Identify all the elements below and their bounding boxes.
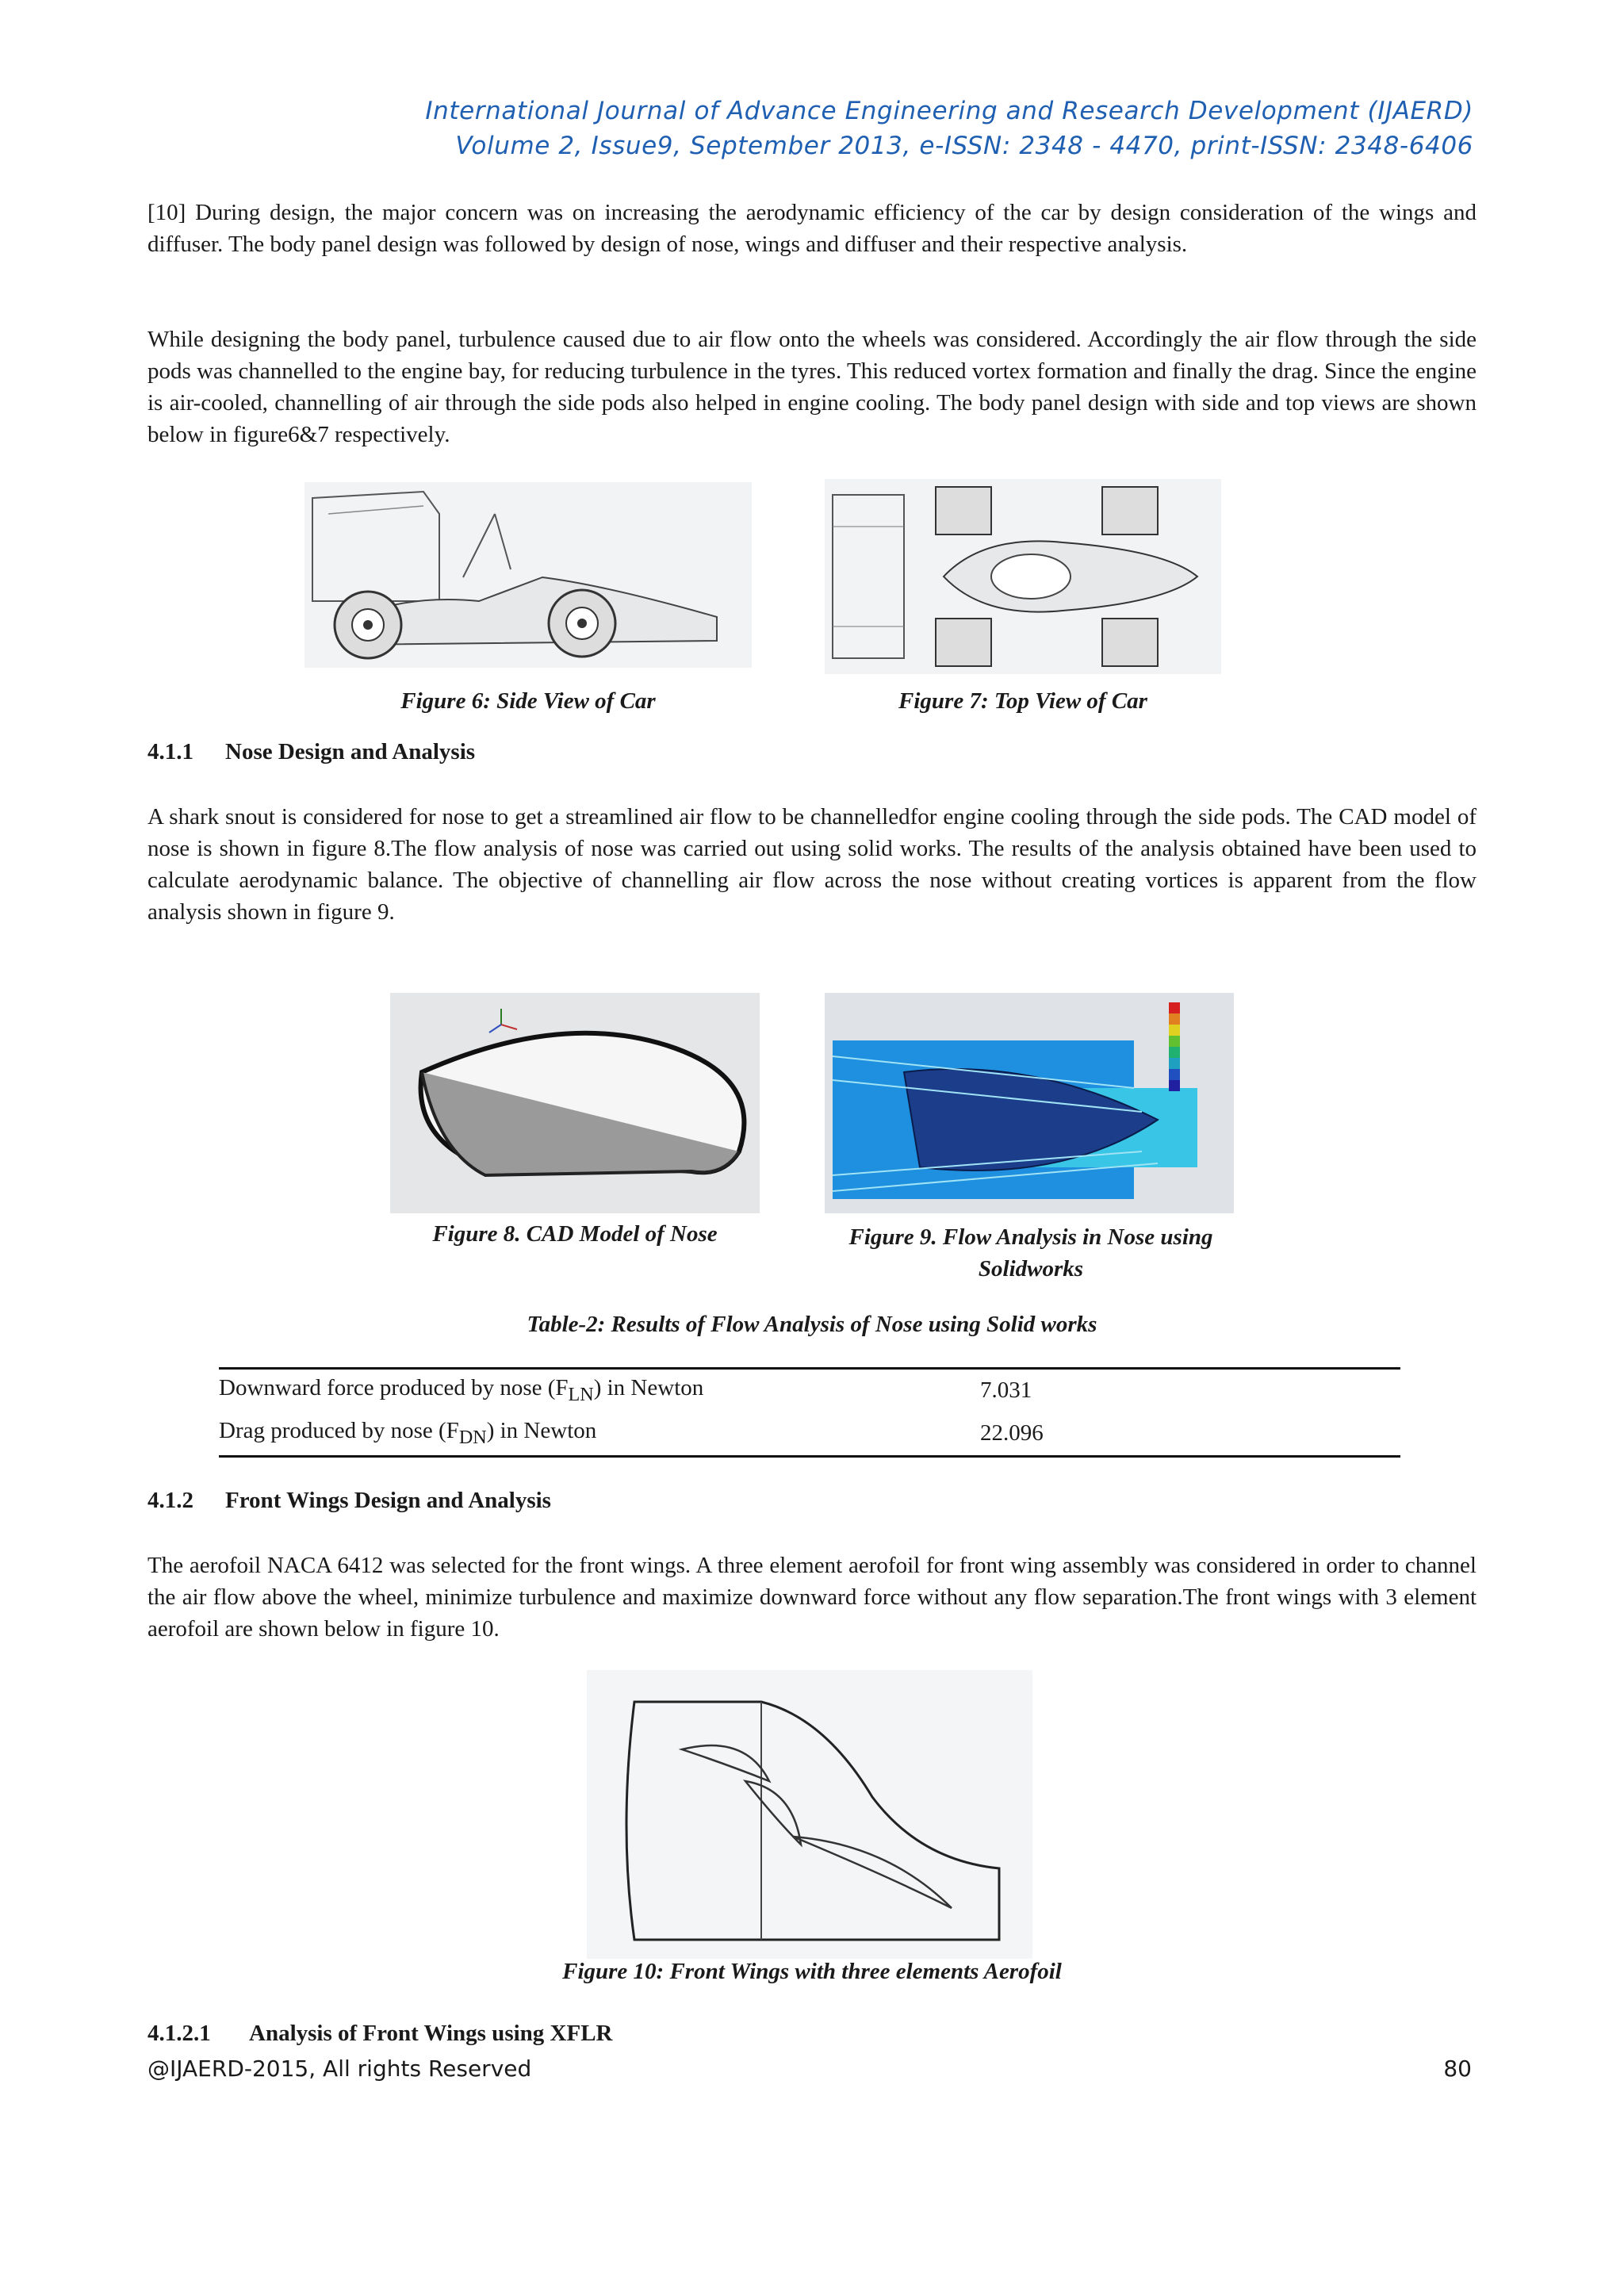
table-cell-value: 22.096 — [980, 1420, 1044, 1446]
figure-10-caption: Figure 10: Front Wings with three elements Aerofoil — [562, 1959, 1062, 1984]
footer-copyright: @IJAERD-2015, All rights Reserved — [147, 2056, 532, 2082]
section-title: Front Wings Design and Analysis — [225, 1488, 551, 1513]
section-heading-4-1-2 — [147, 1488, 551, 1514]
figure-6-side-view-image — [304, 482, 752, 668]
section-title: Analysis of Front Wings using XFLR — [249, 2021, 613, 2046]
section-title: Nose Design and Analysis — [225, 739, 476, 764]
figure-10-front-wing-image — [587, 1670, 1032, 1959]
section-heading-4-1-1 — [147, 739, 475, 765]
figure-9-flow-analysis-image — [825, 993, 1234, 1213]
figure-7-top-view-image — [825, 479, 1221, 674]
table-cell-label: Drag produced by nose $(F_{DN})$ in Newton — [219, 1417, 597, 1448]
table-cell-value: 7.031 — [980, 1377, 1032, 1403]
figure-8-cad-nose-image — [390, 993, 760, 1213]
figure-8-caption: Figure 8. CAD Model of Nose — [432, 1221, 718, 1247]
paragraph-1: [10] During design, the major concern was on increasing the aerodynamic efficiency of the car by design consideration of the wings and diffuser. The body panel design was followed by design of nose, wings and diffuser and their respective analysis. — [147, 200, 1477, 257]
paragraph-3: A shark snout is considered for nose to get a streamlined air flow to be channelledfor engine cooling through the side pods. The CAD model of nose is shown in figure 8.The flow analysis of nose was carried out using solid works. The results of the analysis obtained have been used to calculate aerodynamic balance. The objective of channelling air flow across the nose without creating vortices is apparent from the flow analysis shown in figure 9. — [147, 804, 1477, 925]
section-heading-4-1-2-1 — [147, 2021, 612, 2047]
results-table — [219, 1367, 1400, 1458]
paragraph-4: The aerofoil NACA 6412 was selected for the front wings. A three element aerofoil for front wing assembly was considered in order to channel the air flow above the wheel, minimize turbulence and maximize downward force without any flow separation.The front wings with 3 element aerofoil are shown below in figure 10. — [147, 1553, 1477, 1642]
journal-title: International Journal of Advance Engineering and Research Development (IJAERD) — [425, 97, 1473, 125]
figure-6-caption: Figure 6: Side View of Car — [400, 688, 656, 714]
table-row — [219, 1370, 1400, 1412]
section-number: 4.1.2 — [147, 1488, 193, 1513]
figure-7-caption: Figure 7: Top View of Car — [898, 688, 1147, 714]
section-number: 4.1.1 — [147, 739, 193, 764]
page-number: 80 — [1443, 2056, 1472, 2082]
journal-volume-info: Volume 2, Issue9, September 2013, e-ISSN: 2348 - 4470, print-ISSN: 2348-6406 — [455, 132, 1473, 160]
table-cell-label: Downward force produced by nose $(F_{LN})$ in Newton — [219, 1374, 704, 1405]
table-2-caption: Table-2: Results of Flow Analysis of Nose using Solid works — [527, 1312, 1097, 1337]
section-number: 4.1.2.1 — [147, 2021, 211, 2046]
paragraph-2: While designing the body panel, turbulence caused due to air flow onto the wheels was considered. Accordingly the air flow through the side pods was channelled to the engine bay, for reducing turbulence in the tyres. This reduced vortex formation and finally the drag. Since the engine is air-cooled, channelling of air through the side pods also helped in engine cooling. The body panel design with side and top views are shown below in figure6&7 respectively. — [147, 327, 1477, 447]
figure-9-caption: Figure 9. Flow Analysis in Nose using Solidworks — [848, 1224, 1213, 1282]
table-row — [219, 1412, 1400, 1455]
